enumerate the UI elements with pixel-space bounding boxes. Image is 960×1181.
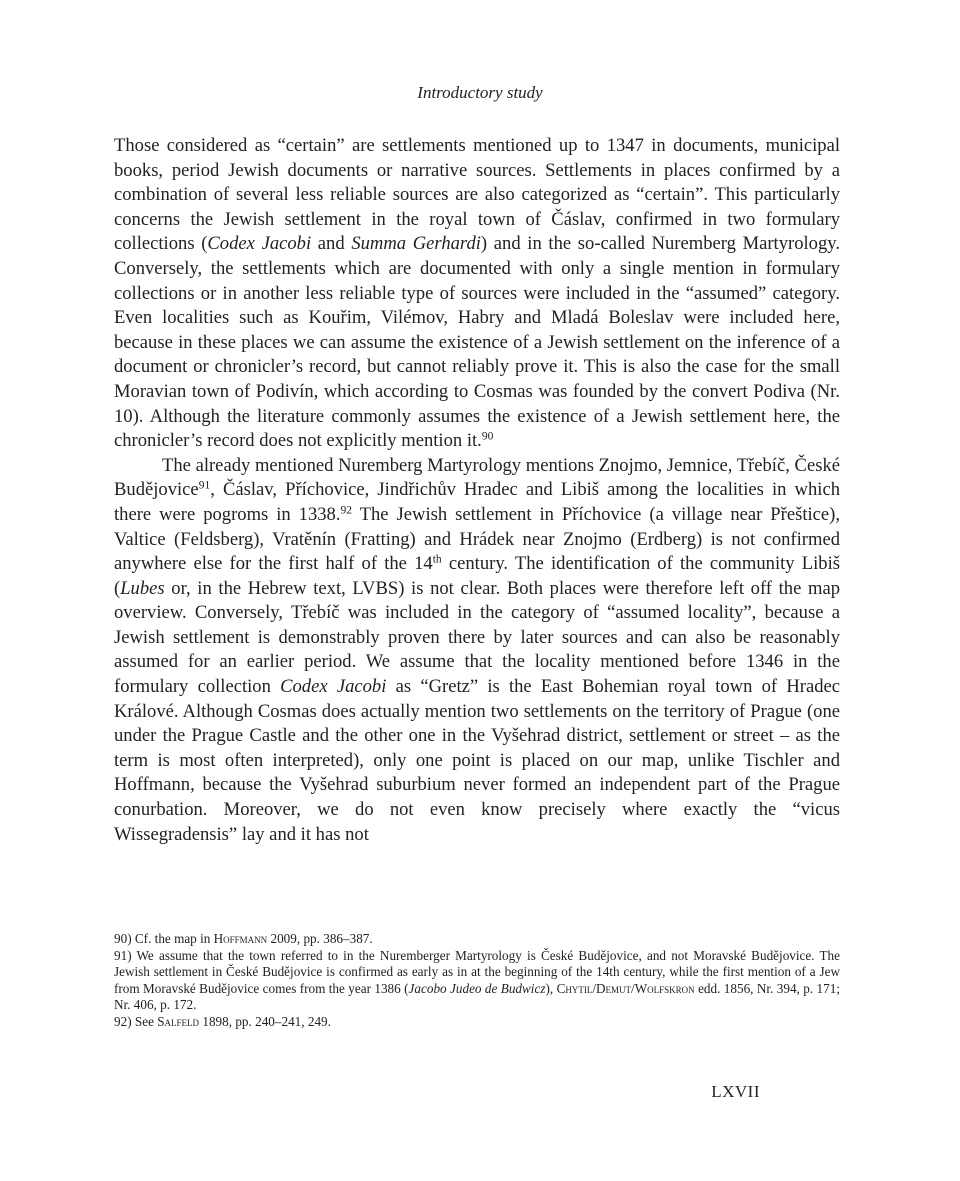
title-codex-jacobi: Codex Jacobi bbox=[280, 676, 387, 698]
footnote-ref-90[interactable]: 90 bbox=[481, 430, 494, 443]
footnote-90: 90) Cf. the map in Hoffmann 2009, pp. 386–387. bbox=[114, 931, 373, 946]
footnote-91: 91) We assume that the town referred to in the Nuremberger Martyrology is České Budějovice, and not Moravské Budějovice. The Jewish settlement in České Budějovice is confirmed as early as in at the beginning of the 14th century, while the first mention of a Jew from Moravské Budějovice comes from the year 1386 (Jacobo Judeo de Budwicz), Chytil/Demut/Wolfskron edd. 1856, Nr. 394, p. 171; Nr. 406, p. 172. bbox=[114, 947, 840, 1013]
paragraph-1: Those considered as “certain” are settlements mentioned up to 1347 in documents, municipal books, period Jewish documents or narrative sources. Settlements in places confirmed by a combination of several less reliable sources are also categorized as “certain”. This particularly concerns the Jewish settlement in the royal town of Čáslav, confirmed in two formulary collections (Codex Jacobi and Summa Gerhardi) and in the so-called Nuremberg Martyrology. Conversely, the settlements which are documented with only a single mention in formulary collections or in another less reliable type of sources were included in the “assumed” category. Even localities such as Kouřim, Vilémov, Habry and Mladá Boleslav were included here, because in these places we can assume the existence of a Jewish settlement on the inference of a document or chronicler’s record, but cannot reliably prove it. This is also the case for the small Moravian town of Podivín, which according to Cosmas was founded by the convert Podiva (Nr. 10). Although the literature commonly assumes the existence of a Jewish settlement here, the chronicler’s record does not explicitly mention it.$^{90}$ bbox=[114, 135, 840, 452]
ordinal-suffix: th bbox=[432, 553, 442, 566]
author-smallcaps: Hoffmann bbox=[213, 931, 268, 946]
page-number: LXVII bbox=[711, 1082, 760, 1101]
title-codex-jacobi: Codex Jacobi bbox=[207, 233, 312, 255]
author-smallcaps: Chytil/ bbox=[556, 980, 597, 996]
author-smallcaps: Demut/Wolfskron bbox=[596, 980, 695, 996]
footnote-92: 92) See Salfeld 1898, pp. 240–241, 249. bbox=[114, 1013, 331, 1029]
running-head: Introductory study bbox=[417, 83, 543, 102]
author-smallcaps: Salfeld bbox=[157, 1013, 200, 1029]
footnote-ref-91[interactable]: 91 bbox=[198, 479, 211, 492]
main-text bbox=[114, 134, 840, 847]
paragraph-2: The already mentioned Nuremberg Martyrology mentions Znojmo, Jemnice, Třebíč, České Budějovice$^{91}$, Čáslav, Příchovice, Jindřichův Hradec and Libiš among the localities in which there were pogroms in 1338.92 The Jewish settlement in Příchovice (a village near Přeštice), Valtice (Feldsberg), Vratěnín (Fratting) and Hrádek near Znojmo (Erdberg) is not confirmed anywhere else for the first half of the 14th century. The identification of the community Libiš (Lubes or, in the Hebrew text, LVBS) is not clear. Both places were therefore left off the map overview. Conversely, Třebíč was included in the category of “assumed locality”, because a Jewish settlement is demonstrably proven there by later sources and can also be reasonably assumed for an earlier period. We assume that the locality mentioned before 1346 in the formulary collection Codex Jacobi as “Gretz” is the East Bohemian royal town of Hradec Králové. Although Cosmas does actually mention two settlements on the territory of Prague (one under the Prague Castle and the other one in the Vyšehrad district, settlement or street – as the term is most often interpreted), only one point is placed on our map, unlike Tischler and Hoffmann, because the Vyšehrad suburbium never formed an independent part of the Prague conurbation. Moreover, we do not even know precisely where exactly the “vicus Wissegradensis” lay and it has not bbox=[114, 454, 840, 845]
footnotes bbox=[114, 931, 840, 1031]
quote-italic: Jacobo Judeo de Budwicz bbox=[408, 980, 546, 996]
footnote-ref-92[interactable]: 92 bbox=[340, 504, 353, 517]
term-lubes: Lubes bbox=[120, 577, 165, 599]
title-summa-gerhardi: Summa Gerhardi bbox=[351, 233, 481, 255]
